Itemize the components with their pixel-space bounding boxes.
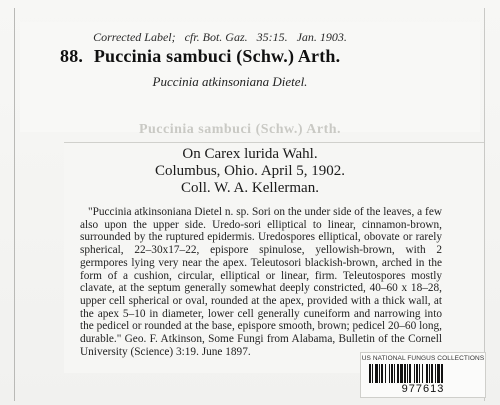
barcode (369, 364, 477, 383)
host-line: On Carex lurida Wahl. (182, 146, 318, 162)
host-info (30, 146, 470, 197)
synonym-line: Puccinia atkinsoniana Dietel. (152, 74, 308, 89)
sheet-edge-left (14, 8, 15, 401)
species-title (60, 46, 480, 67)
corrected-part: Jan. 1903. (296, 30, 347, 44)
collection-stamp (360, 352, 486, 398)
collector-line: Coll. W. A. Kellerman. (181, 180, 319, 196)
collection-name: US NATIONAL FUNGUS COLLECTIONS (361, 355, 485, 362)
barcode-number: 977613 (401, 383, 445, 395)
corrected-label-line (0, 30, 440, 45)
species-authority: (Schw.) Arth. (236, 46, 341, 66)
corrected-part: cfr. Bot. Gaz. (184, 30, 248, 44)
species-description: "Puccinia atkinsoniana Dietel n. sp. Sori on the under side of the leaves, a few also upon the upper side. Uredo-sori elliptical to linear, cinnamon-brown, surrounded by the ruptured epidermis. Uredospores elliptical, obovate or rarely spherical, 22–30x17–22, epispore spinulose, yellowish-brown, with 2 germpores lying very near the apex. Teleutosori blackish-brown, arched in the form of a cushion, circular, elliptical or linear, firm. Teleutospores mostly clavate, at the septum generally somewhat deeply constricted, 40–60 x 18–28, upper cell spherical or oval, rounded at the apex, provided with a thick wall, at the apex 5–10 in diameter, lower cell generally cuneiform and narrowing into the pedicel or rounded at the base, epispore smooth, brown; pedicel 20–60 long, durable." Geo. F. Atkinson, Some Fungi from Alabama, Bulletin of the Cornell University (Science) 3:19. June 1897. (80, 206, 442, 358)
locality-line: Columbus, Ohio. April 5, 1902. (154, 163, 345, 179)
barcode-bar (443, 364, 444, 383)
sheet-edge-right (484, 8, 485, 401)
species-name: Puccinia sambuci (93, 46, 232, 66)
corrected-part: 35:15. (256, 30, 288, 44)
corrected-part: Corrected Label; (93, 30, 176, 44)
specimen-number: 88. (60, 46, 84, 66)
faint-print-through: Puccinia sambuci (Schw.) Arth. (138, 122, 342, 137)
